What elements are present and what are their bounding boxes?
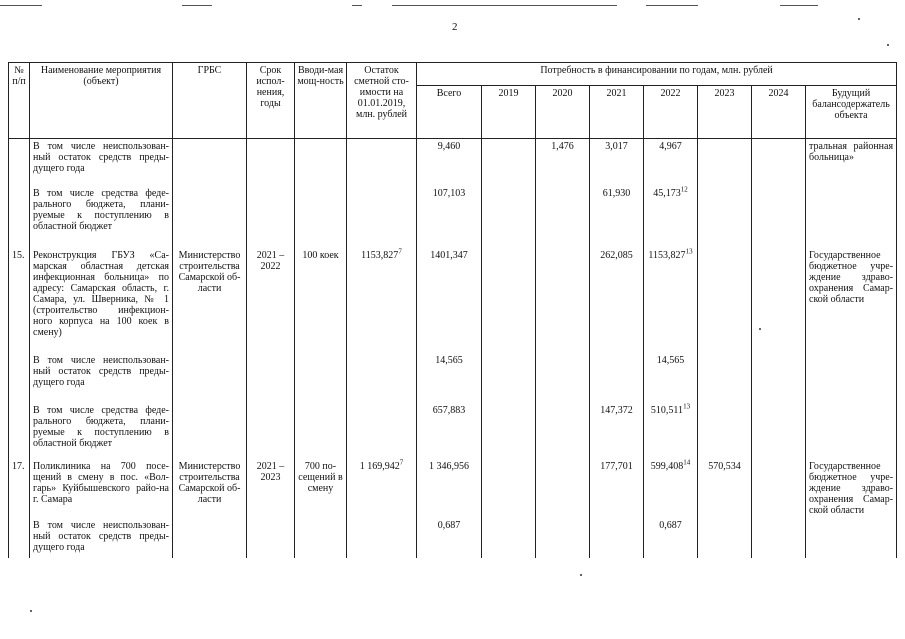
row-total: [417, 403, 482, 459]
row-remainder-text: 1 169,942: [359, 460, 400, 472]
row-name: [30, 248, 173, 353]
row-number: [9, 403, 30, 459]
row-total-text: 1 346,956: [429, 460, 469, 472]
row-remainder-footnote: 7: [399, 458, 404, 467]
row-total: [417, 459, 482, 518]
row-name-text: В том числе неиспользован-ный остаток средств преды-дущего года: [33, 141, 169, 174]
row-2019: [482, 248, 536, 353]
table-row: [9, 353, 897, 403]
row-2024: [752, 459, 806, 518]
row-2021: [590, 248, 644, 353]
header-capacity: Вводи-мая мощ-ность: [295, 63, 347, 139]
row-2021-text: 61,930: [602, 187, 631, 199]
row-holder: [806, 518, 897, 558]
row-grbs-text: Министерство строительства Самарской об-ласти: [178, 249, 241, 294]
row-number: [9, 186, 30, 248]
row-remainder: [347, 459, 417, 518]
row-holder: [806, 459, 897, 518]
row-name: [30, 518, 173, 558]
row-term-text: 2021 – 2023: [256, 460, 285, 483]
row-2019: [482, 139, 536, 186]
row-term: [247, 403, 295, 459]
row-2020-text: 1,476: [551, 141, 574, 152]
row-2020: [536, 248, 590, 353]
scan-speck: [887, 44, 889, 46]
row-2024: [752, 353, 806, 403]
table-row: [9, 248, 897, 353]
header-total: Всего: [417, 86, 482, 139]
header-year: 2019: [482, 86, 536, 139]
row-remainder-text: 1153,827: [361, 249, 399, 261]
row-name-text: В том числе средства феде-рального бюджета, плани-руемые к поступлению в областной бюджет: [33, 187, 169, 232]
row-total-text: 14,565: [435, 354, 463, 366]
row-2024: [752, 403, 806, 459]
row-number: [9, 248, 30, 353]
row-name-text: Реконструкция ГБУЗ «Са-марская областная детская инфекционная больница» по адресу: Самарская область, г. Самара, ул. Шверника, № 1 (строительство инфекцион-ного корпуса на 100 коек в смену): [33, 249, 169, 338]
scan-line: [0, 5, 42, 6]
row-total-text: 1401,347: [430, 249, 468, 261]
row-capacity: [295, 186, 347, 248]
row-2024: [752, 248, 806, 353]
row-capacity: [295, 139, 347, 186]
row-2023: [698, 186, 752, 248]
row-2020: [536, 186, 590, 248]
row-name: [30, 186, 173, 248]
row-number-text: 17.: [12, 460, 25, 472]
row-term-text: 2021 – 2022: [256, 249, 285, 272]
row-name: [30, 459, 173, 518]
row-2022-footnote: 14: [683, 458, 691, 467]
row-number-text: 15.: [12, 249, 25, 261]
row-2019: [482, 186, 536, 248]
row-2020: [536, 403, 590, 459]
row-number: [9, 353, 30, 403]
row-capacity: [295, 459, 347, 518]
header-year: 2022: [644, 86, 698, 139]
row-2021: [590, 186, 644, 248]
row-grbs: [173, 248, 247, 353]
row-term: [247, 459, 295, 518]
row-2021: [590, 139, 644, 186]
row-2021: [590, 403, 644, 459]
row-name: [30, 403, 173, 459]
row-total: [417, 139, 482, 186]
header-year: 2021: [590, 86, 644, 139]
row-name-text: В том числе неиспользован-ный остаток средств преды-дущего года: [33, 354, 169, 388]
scan-speck: [580, 574, 582, 576]
row-holder-text: тральная районная больница»: [809, 141, 894, 163]
row-2024: [752, 186, 806, 248]
row-2019: [482, 403, 536, 459]
row-grbs: [173, 139, 247, 186]
row-2023: [698, 518, 752, 558]
row-2019: [482, 518, 536, 558]
row-holder-text: Государственное бюджетное учре-ждение здраво-охранения Самар-ской области: [809, 460, 894, 516]
header-remainder: Остаток сметной сто-имости на 01.01.2019, млн. рублей: [347, 63, 417, 139]
row-2023: [698, 403, 752, 459]
page-number: 2: [452, 21, 458, 33]
row-2022-text: 14,565: [656, 354, 685, 366]
row-2020: [536, 518, 590, 558]
row-2022-footnote: 13: [683, 402, 691, 411]
row-capacity: [295, 403, 347, 459]
row-term: [247, 186, 295, 248]
scan-line: [392, 5, 617, 6]
row-2022-text: 4,967: [659, 141, 682, 152]
row-term: [247, 518, 295, 558]
row-2022: [644, 403, 698, 459]
row-2019: [482, 353, 536, 403]
row-2023: [698, 248, 752, 353]
row-total-text: 657,883: [432, 404, 466, 416]
row-holder: [806, 186, 897, 248]
scan-line: [182, 5, 212, 6]
row-holder: [806, 353, 897, 403]
header-year: 2024: [752, 86, 806, 139]
row-2020: [536, 139, 590, 186]
table-row: [9, 518, 897, 558]
row-2022-text: 599,408: [650, 460, 684, 472]
row-2021-text: 177,701: [600, 460, 633, 472]
row-number: [9, 459, 30, 518]
scan-line: [352, 5, 362, 6]
header-no: № п/п: [9, 63, 30, 139]
row-number: [9, 139, 30, 186]
row-2023: [698, 353, 752, 403]
row-capacity: [295, 518, 347, 558]
row-2022: [644, 186, 698, 248]
row-grbs: [173, 459, 247, 518]
row-capacity-text: 700 по-сещений в смену: [298, 460, 343, 494]
row-2021-text: 262,085: [600, 249, 633, 261]
row-grbs: [173, 518, 247, 558]
row-remainder: [347, 139, 417, 186]
row-name-text: В том числе средства феде-рального бюджета, плани-руемые к поступлению в областной бюджет: [33, 404, 169, 449]
row-total-text: 0,687: [437, 519, 461, 531]
row-remainder-footnote: 7: [398, 247, 402, 256]
row-2019: [482, 459, 536, 518]
row-2022: [644, 248, 698, 353]
header-holder: Будущий балансодержатель объекта: [806, 86, 897, 139]
row-2021: [590, 518, 644, 558]
row-2022-footnote: 12: [680, 185, 688, 194]
header-funding-title: Потребность в финансировании по годам, млн. рублей: [417, 63, 897, 86]
header-year: 2020: [536, 86, 590, 139]
row-2020: [536, 459, 590, 518]
row-total: [417, 518, 482, 558]
row-2021-text: 147,372: [600, 404, 633, 416]
row-total: [417, 186, 482, 248]
row-name: [30, 353, 173, 403]
scan-speck: [858, 18, 860, 20]
row-2024: [752, 518, 806, 558]
row-name-text: В том числе неиспользован-ный остаток средств преды-дущего года: [33, 519, 169, 553]
row-2023-text: 570,534: [708, 460, 741, 472]
row-remainder: [347, 248, 417, 353]
scan-line: [780, 5, 818, 6]
row-name: [30, 139, 173, 186]
row-2021-text: 3,017: [605, 141, 628, 152]
row-remainder: [347, 353, 417, 403]
row-2023: [698, 139, 752, 186]
table-row: [9, 403, 897, 459]
header-term: Срок испол-нения, годы: [247, 63, 295, 139]
row-2024: [752, 139, 806, 186]
row-grbs: [173, 186, 247, 248]
row-grbs: [173, 353, 247, 403]
row-grbs: [173, 403, 247, 459]
row-total: [417, 353, 482, 403]
row-term: [247, 353, 295, 403]
row-2022-text: 1153,827: [648, 249, 686, 261]
row-number: [9, 518, 30, 558]
header-grbs: ГРБС: [173, 63, 247, 139]
row-2020: [536, 353, 590, 403]
row-holder: [806, 248, 897, 353]
row-capacity: [295, 353, 347, 403]
financing-table: [8, 62, 897, 558]
row-2022: [644, 518, 698, 558]
table-row: [9, 186, 897, 248]
row-holder: [806, 403, 897, 459]
row-total-text: 9,460: [437, 141, 461, 152]
row-holder-text: Государственное бюджетное учре-ждение здраво-охранения Самар-ской области: [809, 249, 894, 305]
row-remainder: [347, 518, 417, 558]
row-term: [247, 248, 295, 353]
row-grbs-text: Министерство строительства Самарской об-ласти: [178, 460, 241, 505]
row-remainder: [347, 186, 417, 248]
row-2022-footnote: 13: [685, 247, 693, 256]
row-2021: [590, 353, 644, 403]
row-name-text: Поликлиника на 700 посе-щений в смену в пос. «Вол-гарь» Куйбышевского райо-на г. Самара: [33, 460, 169, 505]
row-2022: [644, 139, 698, 186]
row-2022: [644, 459, 698, 518]
table-row: [9, 459, 897, 518]
row-2022-text: 45,173: [653, 187, 681, 199]
row-holder: [806, 139, 897, 186]
scan-speck: [30, 610, 32, 612]
row-term: [247, 139, 295, 186]
header-year: 2023: [698, 86, 752, 139]
row-2022: [644, 353, 698, 403]
row-capacity-text: 100 коек: [302, 249, 339, 261]
scan-line: [646, 5, 698, 6]
row-2023: [698, 459, 752, 518]
table-row: [9, 139, 897, 186]
row-remainder: [347, 403, 417, 459]
row-total: [417, 248, 482, 353]
row-2022-text: 0,687: [659, 519, 682, 531]
header-name: Наименование мероприятия (объект): [30, 63, 173, 139]
row-2022-text: 510,511: [650, 404, 684, 416]
row-capacity: [295, 248, 347, 353]
row-total-text: 107,103: [432, 187, 466, 199]
row-2021: [590, 459, 644, 518]
